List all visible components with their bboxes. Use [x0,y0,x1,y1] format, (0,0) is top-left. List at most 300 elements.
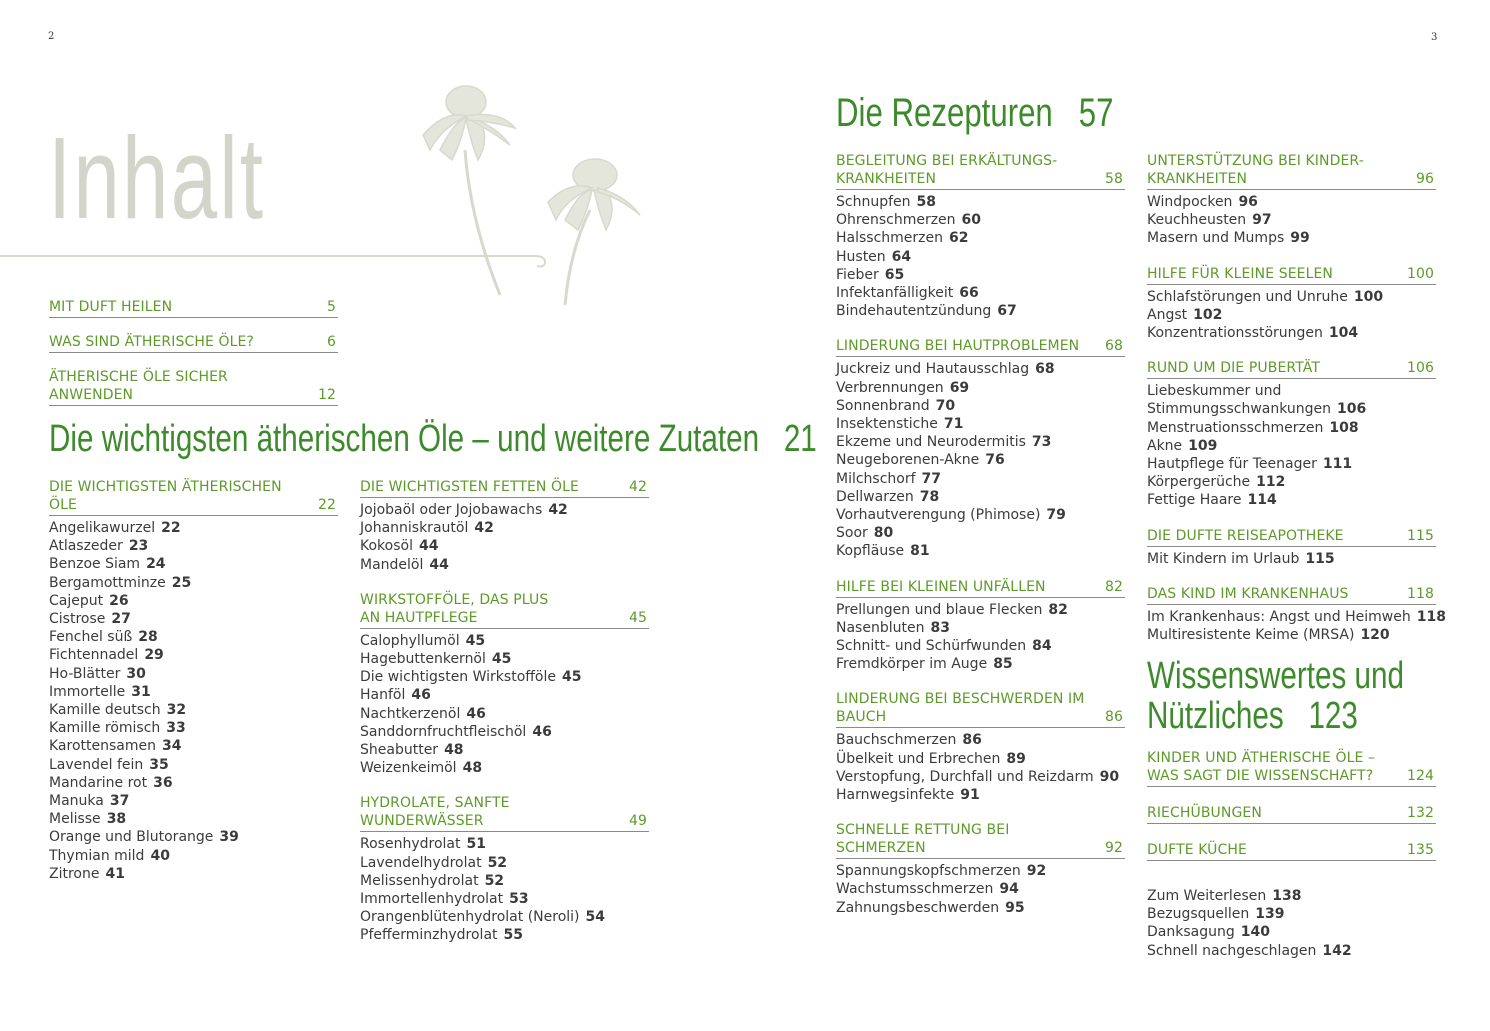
entry-page: 115 [1305,550,1335,567]
entry-page: 85 [993,656,1013,673]
entry-title: Sheabutter [360,742,439,759]
entry-title: Weizenkeimöl [360,760,457,777]
entry-title: Melissenhydrolat [360,872,479,889]
section-label: DIE DUFTE REISEAPOTHEKE [1147,527,1344,544]
toc-entry[interactable] [836,488,1125,506]
entry-title: Bauchschmerzen [836,732,957,749]
entry-page: 44 [418,538,439,555]
entry-page: 22 [161,520,181,536]
section-heading[interactable] [1147,152,1436,190]
section-page: 49 [628,813,647,830]
toc-entry[interactable] [1147,455,1436,473]
entry-page: 114 [1247,492,1277,509]
entry-page: 46 [411,687,431,704]
section-label: KINDER UND ÄTHERISCHE ÖLE – [1147,750,1376,766]
toc-entry[interactable] [360,632,649,650]
entry-page: 106 [1337,401,1367,418]
section-heading[interactable] [49,478,338,516]
section-label: BEGLEITUNG BEI ERKÄLTUNGS- [836,153,1058,169]
entry-title: Fichtennadel [49,647,139,664]
entry-title: Hanföl [360,687,406,704]
entry-title: Wachstumsschmerzen [836,881,994,898]
entry-page: 60 [961,212,982,229]
toc-entry[interactable] [836,619,1125,637]
entry-title: Verstopfung, Durchfall und Reizdarm [836,768,1094,785]
toc-entry[interactable] [836,229,1125,247]
section-heading[interactable] [836,690,1125,728]
entry-page: 66 [959,285,979,302]
entry-title: Infektanfälligkeit [836,285,954,302]
toc-entry[interactable] [49,519,338,537]
entry-page: 112 [1256,474,1286,491]
entry-title: Mandarine rot [49,774,148,791]
toc-entry[interactable] [836,360,1125,378]
toc-entry[interactable] [1147,324,1436,342]
toc-entry[interactable] [49,555,338,573]
entry-page: 31 [131,683,151,700]
toc-entry[interactable] [49,865,338,883]
entry-page: 45 [561,669,582,686]
entry-title: Kamille deutsch [49,702,161,719]
entry-title: Angelikawurzel [49,520,156,536]
entry-title: Milchschorf [836,470,916,487]
toc-entry[interactable] [836,470,1125,488]
section-page: 68 [1104,338,1123,355]
entry-title: Menstruationsschmerzen [1147,419,1324,436]
entry-title: Angst [1147,306,1188,323]
entry-page: 36 [153,774,173,791]
section-page: 118 [1406,585,1434,602]
entry-page: 37 [109,793,130,810]
entry-title: Neugeborenen-Akne [836,452,980,469]
entry-title: Hagebuttenkernöl [360,651,486,668]
entry-page: 45 [465,632,486,649]
toc-entry[interactable] [836,731,1125,749]
entry-page: 62 [949,230,969,247]
entry-title: Mandelöl [360,556,424,573]
entry-page: 40 [150,847,170,864]
entry-page: 78 [919,488,940,505]
entry-title: Zitrone [49,865,100,882]
toc-entry[interactable] [360,723,649,741]
part-heading-oils: Die wichtigsten ätherischen Öle – und weitere Zutaten 21 [49,418,817,460]
entry-page: 77 [921,470,942,487]
entry-page: 35 [149,756,169,773]
entry-title: Hautpflege für Teenager [1147,456,1317,473]
section-page: 86 [1104,709,1123,726]
section-label: LINDERUNG BEI HAUTPROBLEMEN [836,338,1080,355]
toc-entry[interactable] [49,719,338,737]
section-page: 22 [317,497,336,513]
section-heading[interactable]: ÄTHERISCHE ÖLE SICHER ANWENDEN 12 [49,368,338,406]
entry-page: 52 [487,854,508,871]
entry-title: Soor [836,525,868,542]
entry-title: Ohrenschmerzen [836,212,956,229]
section-label: DUFTE KÜCHE [1147,842,1247,858]
entry-title: Juckreiz und Hautausschlag [836,361,1030,378]
section-page: 132 [1406,805,1434,821]
entry-page: 65 [884,266,905,283]
intro-sections [49,290,338,409]
entry-page: 51 [466,836,486,853]
entry-page: 55 [503,927,524,944]
toc-entry[interactable] [360,835,649,853]
toc-entry[interactable] [836,524,1125,542]
entry-title: Husten [836,248,886,265]
toc-column-3 [836,152,1125,926]
section-label-line2: AN HAUTPFLEGE [360,609,478,626]
entry-page: 90 [1099,768,1120,785]
entry-page: 54 [585,909,605,926]
entry-title: Thymian mild [49,847,145,864]
entry-title: Fenchel süß [49,629,133,646]
entry-page: 58 [916,194,936,210]
toc-entry[interactable] [360,650,649,668]
entry-page: 25 [171,574,192,591]
toc-entry[interactable] [1147,473,1436,491]
entry-page: 46 [532,723,552,740]
entry-page: 99 [1290,230,1310,247]
toc-entry[interactable] [360,668,649,686]
toc-entry[interactable] [1147,887,1436,905]
toc-entry[interactable] [836,266,1125,284]
entry-page: 29 [144,647,164,664]
entry-page: 95 [1005,899,1025,916]
part-heading-recipes: Die Rezepturen 57 [836,91,1114,135]
entry-title: Multiresistente Keime (MRSA) [1147,627,1355,644]
toc-entry[interactable] [836,284,1125,302]
toc-entry[interactable] [49,737,338,755]
toc-entry[interactable] [836,248,1125,266]
toc-entry[interactable] [49,847,338,865]
section-label: HILFE BEI KLEINEN UNFÄLLEN [836,578,1046,595]
entry-title: Die wichtigsten Wirkstofföle [360,669,556,686]
entry-title: Bezugsquellen [1147,906,1250,923]
entry-page: 32 [166,702,187,719]
entry-page: 96 [1238,194,1258,210]
entry-page: 81 [910,543,930,560]
entry-page: 48 [444,742,464,759]
section-heading[interactable] [1147,749,1436,787]
entry-title: Immortellenhydrolat [360,891,504,908]
entry-page: 73 [1031,434,1052,451]
toc-entry[interactable] [836,542,1125,560]
entry-title: Sonnenbrand [836,397,930,414]
toc-entry[interactable] [836,451,1125,469]
entry-title: Konzentrationsstörungen [1147,325,1323,342]
entry-page: 140 [1240,924,1270,941]
entry-page: 76 [985,452,1005,469]
entry-title: Körpergerüche [1147,474,1251,491]
section-page: 58 [1104,171,1123,187]
entry-page: 84 [1032,638,1052,655]
toc-entry[interactable] [1147,942,1436,960]
entry-title: Danksagung [1147,924,1235,941]
entry-title: Prellungen und blaue Flecken [836,601,1043,618]
entry-title: Kokosöl [360,538,413,555]
entry-title: Cajeput [49,592,104,609]
toc-entry[interactable] [836,655,1125,673]
entry-page: 94 [999,881,1019,898]
entry-page: 102 [1193,306,1223,323]
toc-entry[interactable] [836,433,1125,451]
toc-entry[interactable] [360,890,649,908]
toc-entry[interactable] [1147,193,1436,211]
toc-entry[interactable] [49,537,338,555]
section-heading[interactable] [1147,585,1436,605]
entry-page: 82 [1048,601,1068,618]
section-heading[interactable] [360,478,649,498]
entry-title: Schlafstörungen und Unruhe [1147,288,1348,305]
entry-title: Pfefferminzhydrolat [360,927,498,944]
section-label-line2: WAS SAGT DIE WISSENSCHAFT? [1147,768,1374,784]
section-label: LINDERUNG BEI BESCHWERDEN IM BAUCH [836,691,1085,726]
toc-column-1 [49,478,338,892]
entry-title: Atlaszeder [49,538,123,555]
toc-entry[interactable] [836,786,1125,804]
entry-page: 34 [162,738,182,755]
entry-title: Masern und Mumps [1147,230,1285,247]
toc-entry[interactable] [49,683,338,701]
entry-title: Schnitt- und Schürfwunden [836,638,1027,655]
entry-title: Jojobaöl oder Jojobawachs [360,502,543,518]
entry-title: Johanniskrautöl [360,520,469,537]
entry-title: Manuka [49,793,104,810]
toc-column-4 [1147,152,1446,653]
section-label: RUND UM DIE PUBERTÄT [1147,360,1321,377]
entry-title: Stimmungsschwankungen [1147,401,1332,418]
entry-title: Schnell nachgeschlagen [1147,942,1317,959]
section-heading[interactable] [836,821,1125,859]
entry-page: 52 [484,872,505,889]
toc-entry[interactable] [49,792,338,810]
entry-title: Fettige Haare [1147,492,1242,509]
section-heading[interactable] [360,591,649,629]
section-heading[interactable] [360,794,649,832]
toc-entry[interactable] [1147,306,1436,324]
entry-page: 42 [474,520,494,537]
entry-title: Insektenstiche [836,416,938,433]
entry-title: Verbrennungen [836,379,944,396]
section-page: 96 [1415,171,1434,187]
toc-entry[interactable] [49,646,338,664]
toc-entry[interactable] [360,705,649,723]
section-heading[interactable] [836,578,1125,598]
entry-title: Immortelle [49,683,126,700]
toc-entry[interactable] [49,610,338,628]
entry-title: Keuchheusten [1147,212,1247,229]
entry-page: 139 [1255,906,1285,923]
toc-extras [1147,887,1436,960]
entry-page: 39 [219,829,239,846]
entry-page: 68 [1035,361,1055,378]
entry-title: Nasenbluten [836,619,925,636]
toc-entry[interactable] [1147,229,1436,247]
section-heading[interactable] [836,152,1125,190]
section-label: HYDROLATE, SANFTE WUNDERWÄSSER [360,795,510,830]
toc-entry[interactable] [360,741,649,759]
section-page: 106 [1406,360,1434,377]
section-label: DIE WICHTIGSTEN ÄTHERISCHEN ÖLE [49,479,282,513]
entry-page: 53 [509,891,529,908]
entry-title: Vorhautverengung (Phimose) [836,507,1041,524]
entry-title: Mit Kindern im Urlaub [1147,550,1300,567]
toc-entry[interactable] [360,519,649,537]
toc-entry[interactable] [836,637,1125,655]
entry-page: 89 [1006,750,1026,767]
entry-title: Akne [1147,437,1183,454]
entry-page: 42 [548,502,568,518]
toc-entry[interactable] [836,211,1125,229]
entry-page: 86 [962,732,982,749]
toc-entry[interactable] [1147,491,1436,509]
toc-column-2 [360,478,649,954]
toc-entry[interactable] [836,302,1125,320]
toc-entry[interactable] [1147,608,1446,626]
entry-title: Windpocken [1147,194,1233,210]
entry-page: 109 [1188,437,1218,454]
section-heading[interactable] [1147,359,1436,379]
section-page: 92 [1104,840,1123,857]
section-label: DAS KIND IM KRANKENHAUS [1147,585,1349,602]
toc-entry[interactable] [1147,626,1436,644]
page-number-left: 2 [48,31,55,42]
entry-page: 26 [109,592,129,609]
toc-entry[interactable] [1147,211,1436,229]
part-heading-knowledge: Wissenswertes und Nützliches 123 [1147,655,1404,737]
entry-title: Melisse [49,811,101,828]
toc-entry[interactable] [360,501,649,519]
entry-page: 120 [1360,627,1390,644]
entry-page: 138 [1272,888,1302,904]
toc-entry[interactable] [49,774,338,792]
toc-entry[interactable] [49,828,338,846]
entry-title: Orange und Blutorange [49,829,214,846]
entry-page: 33 [166,720,186,737]
entry-page: 80 [873,525,894,542]
toc-entry[interactable] [1147,550,1436,568]
toc-entry[interactable] [836,750,1125,768]
toc-entry[interactable] [1147,437,1436,455]
section-label: RIECHÜBUNGEN [1147,805,1262,821]
entry-title: Lavendelhydrolat [360,854,482,871]
entry-title: Spannungskopfschmerzen [836,863,1021,880]
section-page: 115 [1406,527,1434,544]
entry-title: Fieber [836,266,879,283]
entry-page: 28 [138,629,158,646]
toc-entry[interactable] [360,759,649,777]
section-heading[interactable]: MIT DUFT HEILEN 5 [49,298,338,318]
toc-entry[interactable] [360,537,649,555]
section-label: SCHNELLE RETTUNG BEI SCHMERZEN [836,822,1010,857]
toc-entry[interactable] [360,556,649,574]
section-heading[interactable] [1147,841,1436,861]
section-heading[interactable] [836,337,1125,357]
toc-entry[interactable] [360,872,649,890]
toc-entry[interactable] [49,810,338,828]
entry-title: Calophyllumöl [360,632,460,649]
toc-entry[interactable] [360,908,649,926]
toc-entry[interactable] [49,592,338,610]
section-label-line2: KRANKHEITEN [836,171,937,187]
entry-page: 108 [1329,419,1359,436]
toc-entry[interactable] [836,880,1125,898]
entry-title: Zahnungsbeschwerden [836,899,1000,916]
entry-page: 46 [466,705,486,722]
entry-title: Im Krankenhaus: Angst und Heimweh [1147,608,1411,625]
toc-entry[interactable] [836,862,1125,880]
entry-page: 48 [462,760,483,777]
entry-page: 67 [997,303,1017,320]
toc-entry[interactable] [836,768,1125,786]
toc-entry[interactable] [836,601,1125,619]
page-number-right: 3 [1431,32,1438,43]
entry-title: Cistrose [49,611,106,628]
toc-entry[interactable] [49,701,338,719]
section-page: 135 [1406,842,1434,858]
section-heading[interactable] [1147,527,1436,547]
section-page: 42 [628,479,647,495]
entry-page: 41 [105,865,125,882]
entry-title: Ekzeme und Neurodermitis [836,434,1026,451]
toc-entry[interactable] [49,574,338,592]
toc-entry[interactable] [49,628,338,646]
toc-entry[interactable] [836,506,1125,524]
toc-entry[interactable] [1147,923,1436,941]
toc-entry[interactable] [836,379,1125,397]
section-heading[interactable]: WAS SIND ÄTHERISCHE ÖLE? 6 [49,333,338,353]
entry-page: 45 [491,651,512,668]
toc-entry[interactable] [836,899,1125,917]
entry-page: 91 [960,787,980,804]
entry-page: 30 [126,665,146,682]
toc-entry[interactable] [49,665,338,683]
entry-page: 38 [106,811,127,828]
toc-entry[interactable] [1147,419,1436,437]
section-heading[interactable] [1147,804,1436,824]
toc-entry[interactable] [49,756,338,774]
toc-entry[interactable] [836,193,1125,211]
entry-title: Orangenblütenhydrolat (Neroli) [360,909,580,926]
entry-title: Liebeskummer und [1147,383,1282,400]
toc-entry[interactable] [360,926,649,944]
toc-entry[interactable] [1147,400,1436,418]
entry-page: 142 [1322,942,1352,959]
toc-entry[interactable] [360,686,649,704]
entry-title: Sanddornfruchtfleischöl [360,723,527,740]
entry-title: Schnupfen [836,194,911,210]
section-heading[interactable] [1147,265,1436,285]
entry-title: Harnwegsinfekte [836,787,955,804]
toc-entry[interactable] [1147,288,1436,306]
entry-title: Fremdkörper im Auge [836,656,988,673]
entry-page: 23 [128,538,149,555]
entry-page: 83 [930,619,950,636]
section-page: 124 [1406,768,1434,784]
entry-page: 71 [943,416,964,433]
toc-entry[interactable] [360,854,649,872]
toc-entry[interactable] [836,415,1125,433]
entry-title: Kamille römisch [49,720,161,737]
entry-page: 104 [1328,325,1359,342]
entry-page: 118 [1416,608,1446,625]
toc-entry[interactable] [1147,905,1436,923]
entry-page: 27 [111,611,131,628]
toc-entry[interactable] [836,397,1125,415]
section-page: 45 [628,609,647,626]
toc-entry[interactable] [1147,382,1436,400]
entry-page: 100 [1353,288,1384,305]
